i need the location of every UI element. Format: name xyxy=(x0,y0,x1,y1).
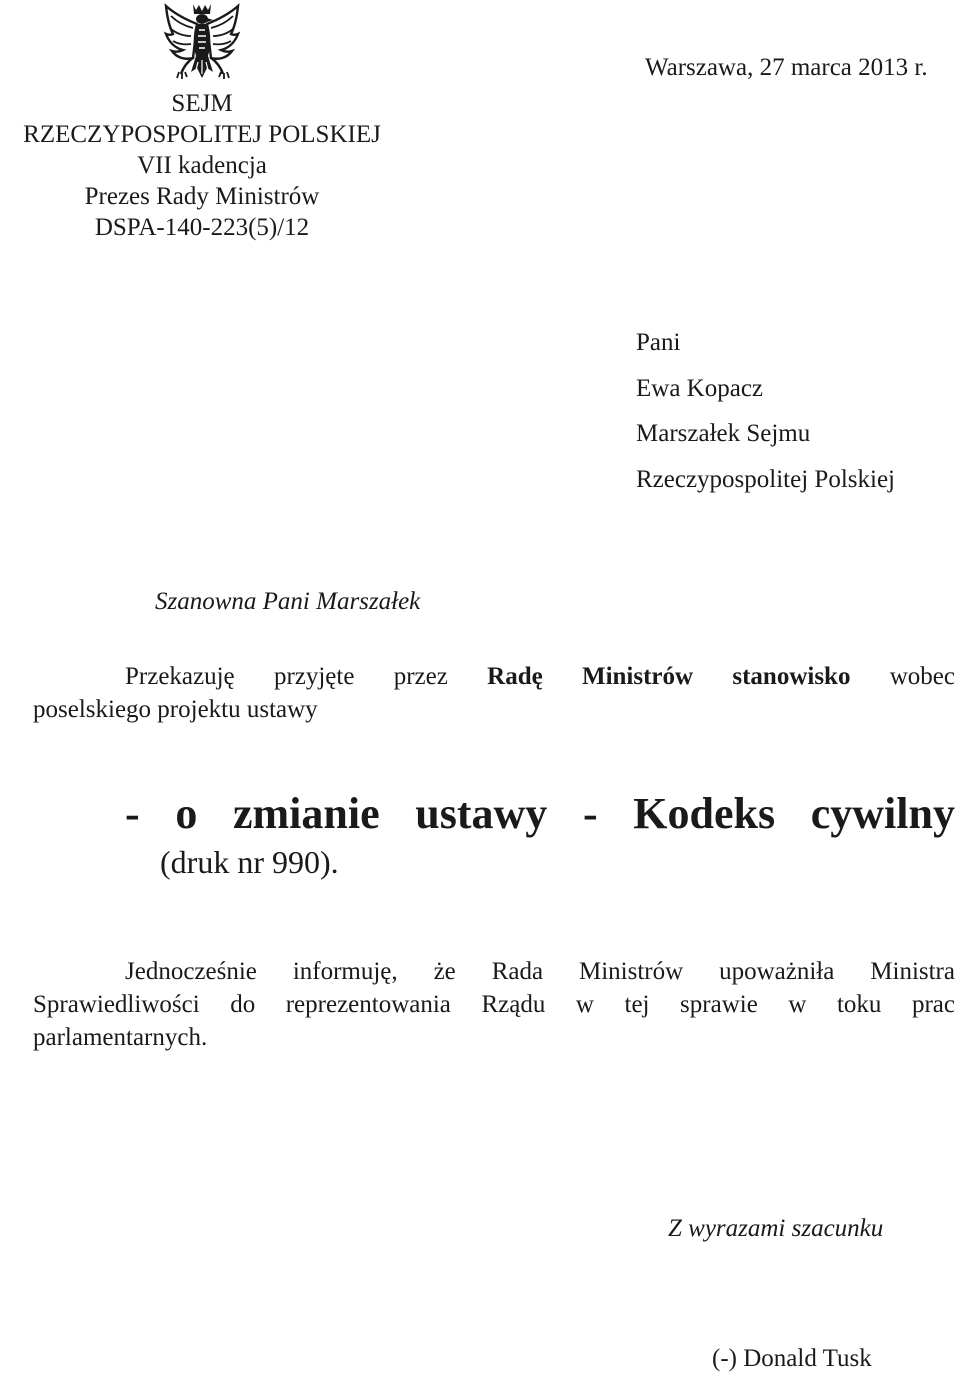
word: przez xyxy=(393,663,448,690)
paragraph-line xyxy=(33,955,955,988)
word: Rządu xyxy=(481,991,546,1018)
letterhead-line-sender: Prezes Rady Ministrów xyxy=(84,183,320,210)
paragraph-line xyxy=(33,660,955,693)
paragraph-line: poselskiego projektu ustawy xyxy=(33,696,318,723)
closing-phrase: Z wyrazami szacunku xyxy=(668,1215,884,1242)
word: że xyxy=(433,958,456,985)
letterhead-line-reference: DSPA-140-223(5)/12 xyxy=(94,214,310,241)
addressee-line: Ewa Kopacz xyxy=(636,374,764,402)
letterhead-line-term: VII kadencja xyxy=(137,152,267,179)
word: w xyxy=(575,991,594,1018)
word: Przekazuję xyxy=(125,663,235,690)
word: o xyxy=(175,789,198,838)
addressee-block xyxy=(636,326,895,508)
letterhead-line-republic: RZECZYPOSPOLITEJ POLSKIEJ xyxy=(23,121,381,148)
print-number: (druk nr 990). xyxy=(160,844,339,880)
word: - xyxy=(125,789,140,838)
word: Kodeks xyxy=(633,789,776,838)
addressee-line: Rzeczypospolitej Polskiej xyxy=(636,465,895,493)
word: wobec xyxy=(889,663,955,690)
word: ustawy xyxy=(415,789,548,838)
word: informuję, xyxy=(292,958,398,985)
bill-title-line xyxy=(125,788,955,840)
bill-title xyxy=(125,788,955,840)
addressee-line: Pani xyxy=(636,329,681,356)
paragraph-line xyxy=(33,988,955,1021)
word: cywilny xyxy=(810,789,955,838)
word: przyjęte xyxy=(273,663,355,690)
paragraph-transmittal xyxy=(33,660,955,726)
word: Ministra xyxy=(870,958,955,985)
word: upoważniła xyxy=(719,958,835,985)
word: Jednocześnie xyxy=(125,958,257,985)
word-bold: stanowisko xyxy=(732,663,851,690)
word: tej xyxy=(624,991,650,1018)
word: Ministrów xyxy=(579,958,684,985)
paragraph-line: parlamentarnych. xyxy=(33,1024,208,1051)
word: - xyxy=(582,789,598,838)
signature: (-) Donald Tusk xyxy=(712,1345,872,1372)
word-bold: Radę xyxy=(487,663,543,690)
addressee-line: Marszałek Sejmu xyxy=(636,420,811,447)
word: w xyxy=(788,991,807,1018)
word: Sprawiedliwości xyxy=(33,991,200,1018)
word: reprezentowania xyxy=(285,991,451,1018)
paragraph-authorization xyxy=(33,955,955,1054)
word-bold: Ministrów xyxy=(581,663,694,690)
letterhead-line-sejm: SEJM xyxy=(171,90,233,117)
letterhead-text xyxy=(0,88,404,243)
word: prac xyxy=(911,991,955,1018)
salutation: Szanowna Pani Marszałek xyxy=(155,588,421,615)
word: do xyxy=(230,991,256,1018)
polish-eagle-icon xyxy=(163,2,241,84)
word: zmianie xyxy=(232,789,380,838)
document-date: Warszawa, 27 marca 2013 r. xyxy=(645,54,928,81)
word: toku xyxy=(836,991,882,1018)
word: sprawie xyxy=(680,991,758,1018)
word: Rada xyxy=(491,958,544,985)
